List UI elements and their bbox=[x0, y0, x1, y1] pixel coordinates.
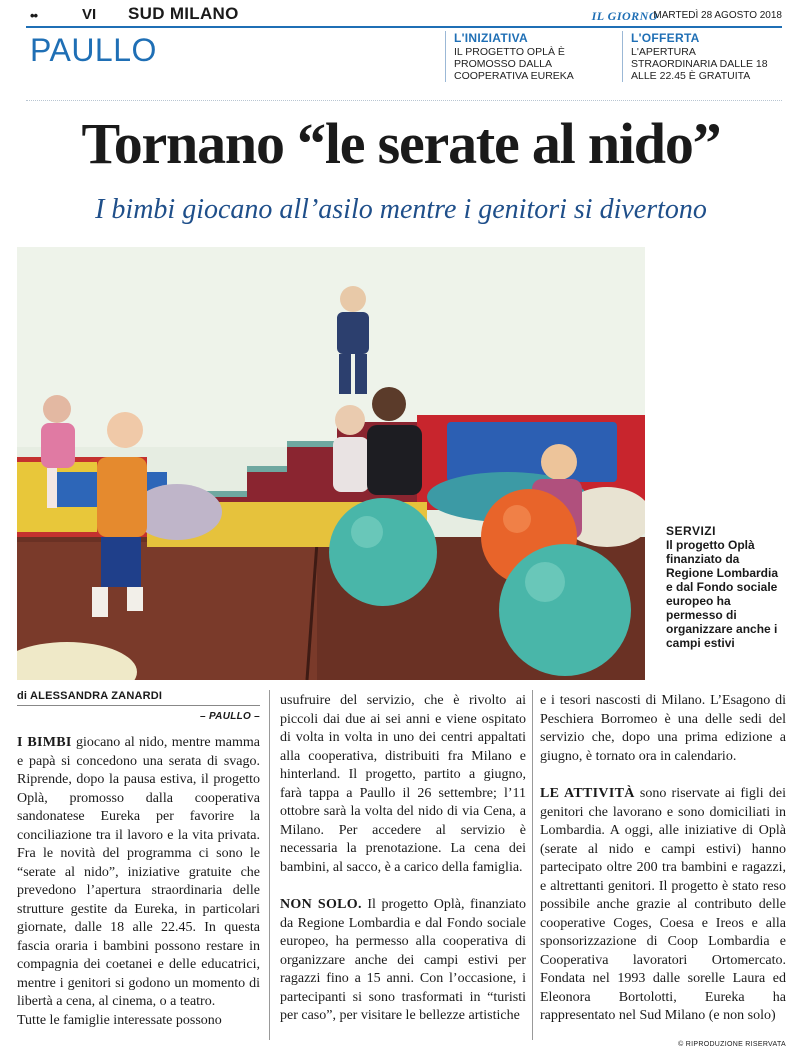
byline: di ALESSANDRA ZANARDI bbox=[17, 690, 163, 702]
paragraph-lead: NON SOLO. bbox=[280, 897, 362, 912]
newspaper-masthead: IL GIORNO bbox=[591, 9, 658, 23]
article-column-1 bbox=[17, 734, 260, 1030]
paragraph-text: Tutte le famiglie interessate possono bbox=[17, 1012, 222, 1028]
info-box-text: IL PROGETTO OPLÀ È PROMOSSO DALLA COOPERATIVA EUREKA bbox=[454, 46, 574, 82]
section-title: SUD MILANO bbox=[128, 4, 239, 23]
page-number: VI bbox=[82, 6, 97, 23]
header-rule bbox=[26, 26, 782, 28]
column-divider bbox=[269, 690, 270, 1040]
town-name: PAULLO bbox=[30, 32, 157, 68]
article-photo bbox=[17, 247, 645, 680]
paragraph-text: sono riservate ai figli dei genitori che lavorano e sono domiciliati in Lombardia. A oggi, alle iniziative di Oplà (serate al nido e campi estivi) hanno partecipato oltre 200 tra bambini e ragazzi, e altrettanti genitori. Il progetto è stato reso possibile anche grazie al contributo delle cooperative Coges, Coesa e Ireos e alla sponsorizzazione di Coop Lombardia e Cooperativa lavoratori Ortomercato. Fondata nel 1993 dalle sorelle Laura ed Eleonora Bortolotti, Eureka ha rappresentato nel Sud Milano (e non solo) bbox=[540, 786, 786, 1023]
info-box-initiative bbox=[445, 31, 617, 82]
photo-caption bbox=[666, 524, 786, 650]
byline-rule bbox=[17, 705, 260, 706]
page-dots: •• bbox=[30, 8, 38, 23]
article-column-2 bbox=[280, 692, 526, 1026]
article-column-3 bbox=[540, 692, 786, 1026]
info-box-title: L'INIZIATIVA bbox=[454, 31, 529, 45]
subheadline: I bimbi giocano all’asilo mentre i genitori si divertono bbox=[95, 194, 707, 225]
article-paragraph bbox=[280, 896, 526, 1026]
info-box-text: L'APERTURA STRAORDINARIA DALLE 18 ALLE 22.45 È GRATUITA bbox=[631, 46, 768, 82]
paragraph-lead: LE ATTIVITÀ bbox=[540, 786, 635, 801]
paragraph-text: Il progetto Oplà, finanziato da Regione Lombardia e dal Fondo sociale europeo, ha permesso alla cooperativa di organizzare anche dei campi estivi per ragazzi fino a 15 anni. Con l’occasione, i partecipanti si sono trasformati in “turisti per caso”, per visitare le bellezze artistiche bbox=[280, 897, 526, 1023]
paragraph-lead: I BIMBI bbox=[17, 735, 72, 750]
headline: Tornano “le serate al nido” bbox=[81, 111, 721, 176]
caption-title: SERVIZI bbox=[666, 524, 716, 538]
paragraph-text: e i tesori nascosti di Milano. L’Esagono di Peschiera Borromeo è una delle sedi del servizio che, dopo una prima edizione a giugno, è tornato ora in calendario. bbox=[540, 693, 786, 764]
info-box-title: L'OFFERTA bbox=[631, 31, 700, 45]
article-paragraph bbox=[540, 785, 786, 1026]
column-divider bbox=[532, 690, 533, 1040]
article-paragraph bbox=[17, 734, 260, 1012]
paragraph-text: usufruire del servizio, che è rivolto ai piccoli dai due ai sei anni e viene ospitato di volta in volta in uno dei centri appaltati alla cooperativa, distribuiti fra Milano e hinterland. Il progetto, partito a giugno, farà tappa a Paullo il 26 settembre; l’11 ottobre sarà la volta del nido di via Cena, a Milano. Per accedere al servizio è necessaria la prenotazione. La cena dei bambini, al sacco, è a carico della famiglia. bbox=[280, 693, 526, 875]
playroom-illustration bbox=[17, 247, 645, 680]
caption-text: Il progetto Oplà finanziato da Regione Lombardia e dal Fondo sociale europeo ha permesso di organizzare anche i campi estivi bbox=[666, 538, 779, 650]
article-paragraph bbox=[540, 692, 786, 766]
dateline-location: – PAULLO – bbox=[200, 711, 261, 722]
page-header bbox=[26, 4, 782, 26]
copyright-notice: © RIPRODUZIONE RISERVATA bbox=[678, 1041, 786, 1048]
article-paragraph bbox=[280, 692, 526, 877]
paragraph-text: giocano al nido, mentre mamma e papà si concedono una serata di svago. Riprende, dopo la pausa estiva, il progetto Oplà, promosso dalla cooperativa sandonatese Eureka per favorire la conciliazione tra il lavoro e la vita privata. Fra le novità del programma ci sono le “serate al nido”, iniziative gratuite che prevedono l’apertura straordinaria delle strutture gestite da Eureka, in particolari giornate, dalle 18 alle 22.45. In questa fascia oraria i bambini possono restare in compagnia dei coetanei e delle educatrici, mentre i genitori si godono un momento di libertà a cena, al cinema, o a teatro. bbox=[17, 735, 260, 1009]
info-box-offer bbox=[622, 31, 782, 82]
issue-date: MARTEDÌ 28 AGOSTO 2018 bbox=[653, 10, 782, 21]
article-paragraph bbox=[17, 1012, 260, 1031]
section-divider bbox=[26, 100, 782, 101]
